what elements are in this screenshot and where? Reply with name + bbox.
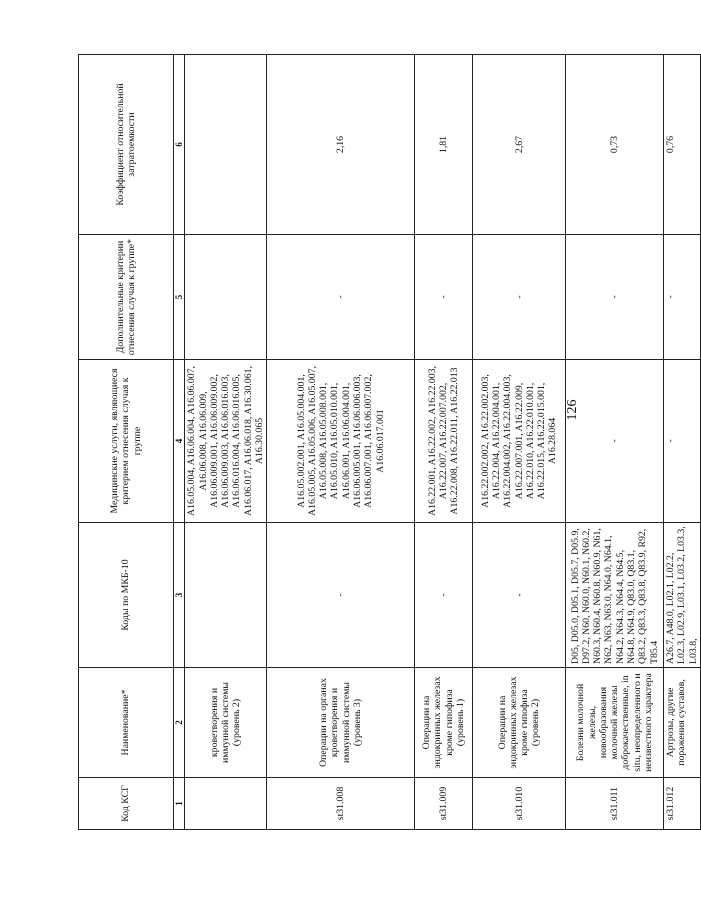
cell-coef: 2,16 [267, 55, 415, 235]
cell-services: - [566, 360, 664, 523]
cell-coef: 1,81 [415, 55, 473, 235]
table-row [566, 55, 664, 830]
cell-services: A16.05.004, A16.06.004, A16.06.007, A16.06.008, A16.06.009, A16.06.009.001, A16.06.009.002, A16.06.009.003, A16.06.016.003, A16.06.016.004, A16.06.016.005, A16.06.017, A16.06.018, A16.30.061, A16.30.065 [185, 360, 267, 523]
cell-services: A16.22.002.002, A16.22.002.003, A16.22.004, A16.22.004.001, A16.22.004.002, A16.22.004.003, A16.22.007.001, A16.22.009, A16.22.010, A16.22.010.001, A16.22.015, A16.22.015.001, A16.28.064 [473, 360, 566, 523]
cell-name: Операции на органах кроветворения и иммунной системы (уровень 3) [267, 668, 415, 778]
cell-code: st31.009 [415, 778, 473, 830]
cell-extra: - [415, 235, 473, 360]
cell-coef: 0,73 [566, 55, 664, 235]
header-name: Наименование* [79, 668, 174, 778]
cell-coef: 2,67 [473, 55, 566, 235]
cell-extra: - [566, 235, 664, 360]
column-number: 1 [174, 778, 185, 830]
rotated-table-wrapper [78, 55, 699, 830]
table-row [664, 55, 701, 830]
column-number: 6 [174, 55, 185, 235]
cell-code: st31.010 [473, 778, 566, 830]
page-number: 126 [565, 399, 580, 421]
table-row [185, 55, 267, 830]
header-extra: Дополнительные критерии отнесения случая к группе* [79, 235, 174, 360]
cell-name: Операции на эндокринных железах кроме гипофиза (уровень 2) [473, 668, 566, 778]
cell-name: кроветворения и иммунной системы (уровень 2) [185, 668, 267, 778]
cell-services: A16.22.001, A16.22.002, A16.22.003, A16.22.007, A16.22.007.002, A16.22.008, A16.22.011, A16.22.013 [415, 360, 473, 523]
cell-services: A16.05.002.001, A16.05.004.001, A16.05.005, A16.05.006, A16.05.007, A16.05.008, A16.05.008.001, A16.05.010, A16.05.010.001, A16.06.001, A16.06.004.001, A16.06.005.001, A16.06.006.003, A16.06.007.001, A16.06.007.002, A16.06.017.001 [267, 360, 415, 523]
cell-extra: - [664, 235, 701, 360]
column-number: 2 [174, 668, 185, 778]
cell-icd [185, 523, 267, 668]
cell-name: Операции на эндокринных железах кроме гипофиза (уровень 1) [415, 668, 473, 778]
cell-icd: - [267, 523, 415, 668]
cell-name: Болезни молочной железы, новообразования молочной железы доброкачественные, in situ, неопределенного и неизвестного характера [566, 668, 664, 778]
table-row [267, 55, 415, 830]
table-header-row [79, 55, 174, 830]
cell-code: st31.012 [664, 778, 701, 830]
cell-code: st31.008 [267, 778, 415, 830]
header-coef: Коэффициент относительной затратоемкости [79, 55, 174, 235]
cell-coef [185, 55, 267, 235]
table-row [415, 55, 473, 830]
table-row [473, 55, 566, 830]
header-code: Код КСГ [79, 778, 174, 830]
cell-coef: 0,76 [664, 55, 701, 235]
cell-code: st31.011 [566, 778, 664, 830]
cell-name: Артрозы, другие поражения суставов, [664, 668, 701, 778]
column-number-row [174, 55, 185, 830]
cell-code [185, 778, 267, 830]
cell-extra: - [473, 235, 566, 360]
cell-icd: D05, D05.0, D05.1, D05.7, D05.9, D97.2, N60, N60.0, N60.1, N60.2, N60.3, N60.4, N60.8, N60.9, N61, N62, N63, N63.0, N64.0, N64.1, N64.2, N64.3, N64.4, N64.5, N64.8, N64.9, Q83.0, Q83.1, Q83.2, Q83.3, Q83.8, Q83.9, R92, T85.4 [566, 523, 664, 668]
column-number: 4 [174, 360, 185, 523]
cell-icd: - [473, 523, 566, 668]
cell-icd: A26.7, A48.0, L02.1, L02.2, L02.3, L02.9, L03.1, L03.2, L03.3, L03.8, [664, 523, 701, 668]
cell-services: - [664, 360, 701, 523]
ksg-table [78, 54, 701, 830]
column-number: 3 [174, 523, 185, 668]
cell-icd: - [415, 523, 473, 668]
header-icd: Коды по МКБ-10 [79, 523, 174, 668]
cell-extra: - [267, 235, 415, 360]
column-number: 5 [174, 235, 185, 360]
cell-extra [185, 235, 267, 360]
header-services: Медицинские услуги, являющиеся критерием отнесения случая к группе [79, 360, 174, 523]
